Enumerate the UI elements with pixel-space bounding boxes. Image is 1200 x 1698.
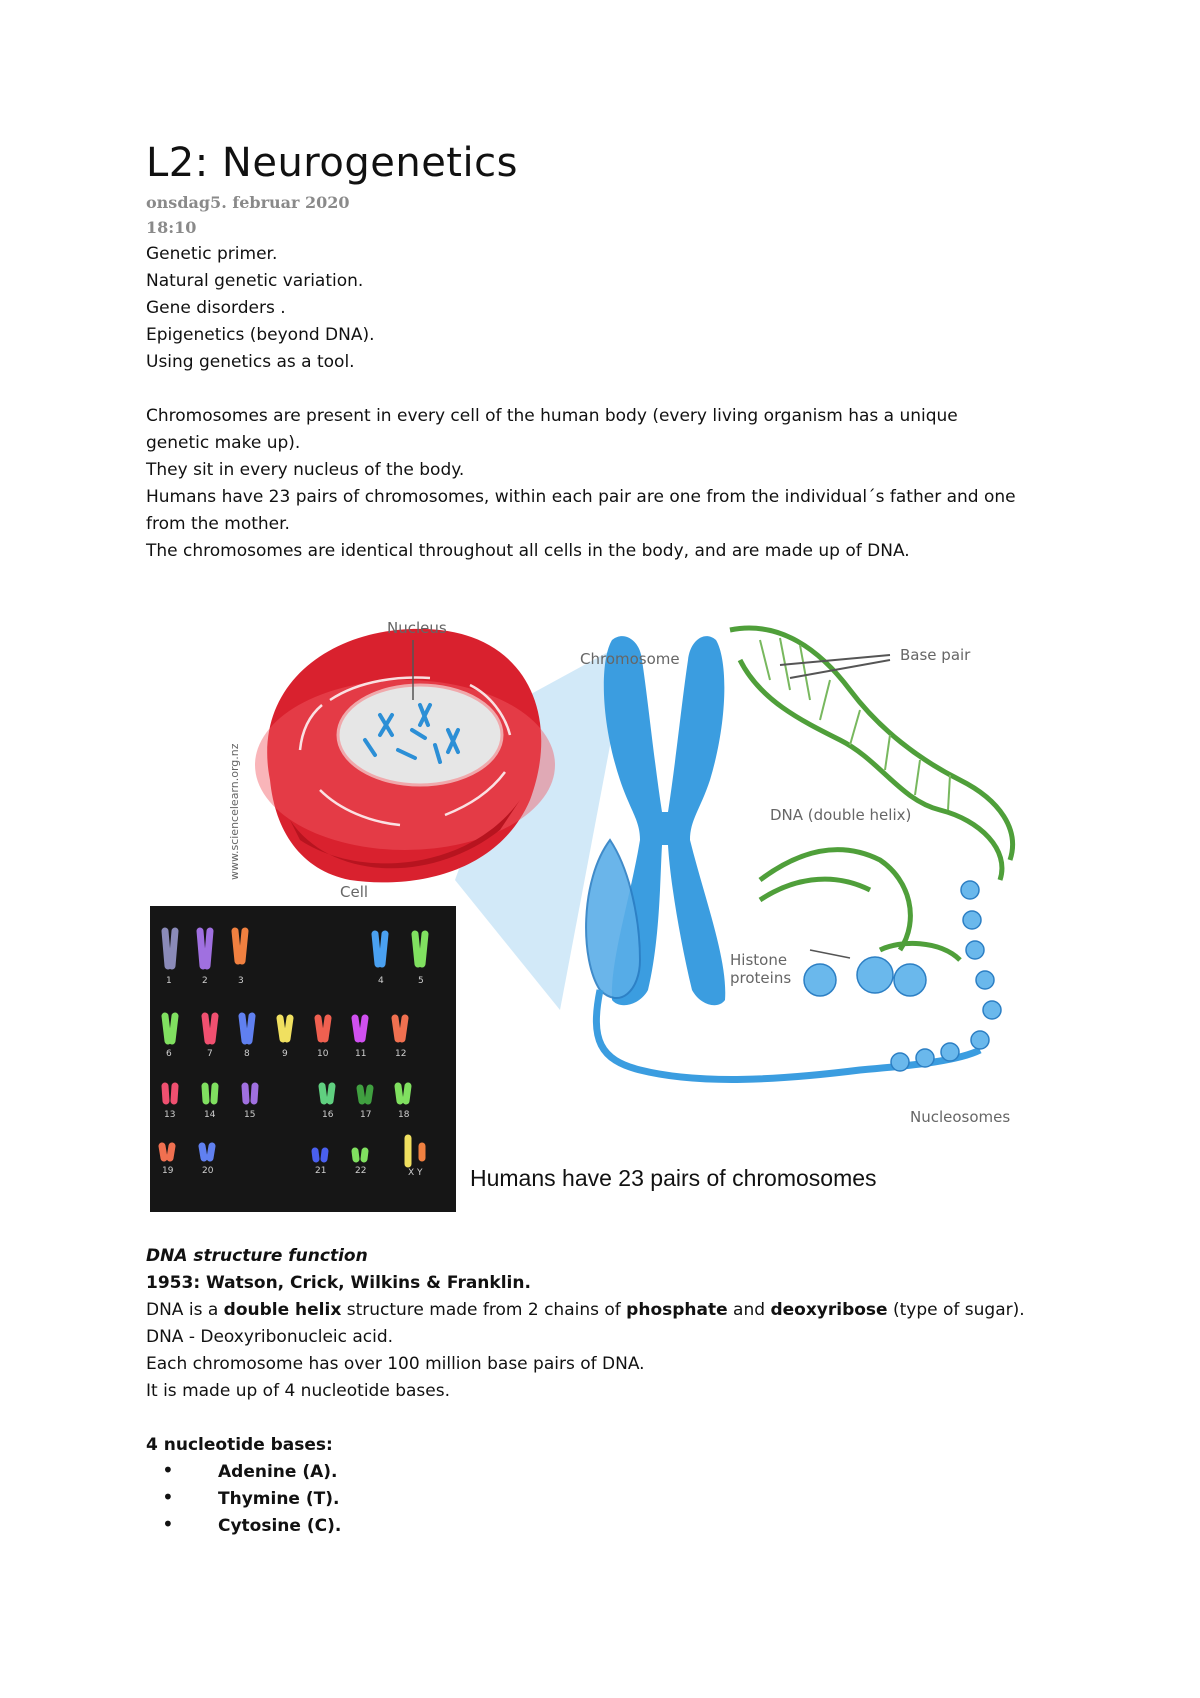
karyotype-number: 9 <box>282 1049 288 1059</box>
karyotype-number: 19 <box>162 1166 174 1176</box>
karyotype-number: 16 <box>322 1110 334 1120</box>
cell-label: Cell <box>340 883 369 901</box>
bullet-icon: • <box>162 1458 174 1482</box>
intro-line: They sit in every nucleus of the body. <box>146 460 465 480</box>
karyotype-number: 2 <box>202 976 208 986</box>
karyotype-chromosomes <box>150 906 456 1212</box>
outline-item: Epigenetics (beyond DNA). <box>146 325 375 345</box>
bullet-icon: • <box>162 1485 174 1509</box>
bases-heading: 4 nucleotide bases: <box>146 1435 333 1455</box>
base-pairs-line: Each chromosome has over 100 million base pairs of DNA. <box>146 1354 645 1374</box>
helix-bold-text: double helix <box>223 1300 342 1320</box>
outline-item: Genetic primer. <box>146 244 278 264</box>
helix-line <box>146 1300 1025 1320</box>
karyotype-number: 11 <box>355 1049 367 1059</box>
chromatin <box>586 840 640 998</box>
base-item: Thymine (T). <box>218 1489 340 1509</box>
bullet-icon: • <box>162 1512 174 1536</box>
base-item: Cytosine (C). <box>218 1516 342 1536</box>
helix-text: DNA is a <box>146 1300 224 1320</box>
karyotype-number: 8 <box>244 1049 250 1059</box>
karyotype-number: 14 <box>204 1110 216 1120</box>
nucleotides-line: It is made up of 4 nucleotide bases. <box>146 1381 450 1401</box>
page-time: 18:10 <box>146 218 197 237</box>
acronym-line: DNA - Deoxyribonucleic acid. <box>146 1327 394 1347</box>
histone-label-1: Histone <box>730 951 788 969</box>
karyotype-number: X Y <box>408 1168 423 1178</box>
chromosome-label: Chromosome <box>580 650 680 668</box>
base-item: Adenine (A). <box>218 1462 338 1482</box>
karyotype-number: 21 <box>315 1166 327 1176</box>
intro-line: Humans have 23 pairs of chromosomes, within each pair are one from the individual´s father and one <box>146 487 1016 507</box>
karyotype-number: 22 <box>355 1166 367 1176</box>
karyotype-number: 5 <box>418 976 424 986</box>
karyotype-number: 10 <box>317 1049 329 1059</box>
outline-item: Natural genetic variation. <box>146 271 364 291</box>
karyotype-number: 12 <box>395 1049 407 1059</box>
karyotype-number: 15 <box>244 1110 256 1120</box>
karyotype-number: 13 <box>164 1110 176 1120</box>
histone-label-2: proteins <box>730 969 792 987</box>
helix-text: and <box>727 1300 771 1320</box>
nucleosomes-label: Nucleosomes <box>910 1108 1011 1126</box>
nucleus-label: Nucleus <box>387 619 447 637</box>
helix-text: (type of sugar). <box>887 1300 1025 1320</box>
nucleosome-beads <box>804 881 1001 1071</box>
base-pair-label: Base pair <box>900 646 971 664</box>
karyotype-number: 17 <box>360 1110 372 1120</box>
karyotype-number: 1 <box>166 976 172 986</box>
karyotype-number: 4 <box>378 976 384 986</box>
figure-caption: Humans have 23 pairs of chromosomes <box>470 1165 877 1191</box>
intro-line: Chromosomes are present in every cell of the human body (every living organism has a unique <box>146 406 958 426</box>
page-date: onsdag5. februar 2020 <box>146 193 350 212</box>
karyotype-panel <box>150 906 456 1212</box>
dna-double-helix <box>730 628 1013 960</box>
karyotype-number: 3 <box>238 976 244 986</box>
helix-bold-text: deoxyribose <box>770 1300 888 1320</box>
intro-line: genetic make up). <box>146 433 301 453</box>
karyotype-number: 18 <box>398 1110 410 1120</box>
page-title: L2: Neurogenetics <box>146 140 518 186</box>
karyotype-number: 6 <box>166 1049 172 1059</box>
helix-bold-text: phosphate <box>626 1300 728 1320</box>
watermark-text: www.sciencelearn.org.nz <box>228 743 241 880</box>
intro-line: from the mother. <box>146 514 290 534</box>
outline-item: Using genetics as a tool. <box>146 352 355 372</box>
outline-item: Gene disorders . <box>146 298 286 318</box>
section-heading: DNA structure function <box>146 1246 368 1266</box>
helix-text: structure made from 2 chains of <box>341 1300 627 1320</box>
dna-label: DNA (double helix) <box>770 806 912 824</box>
intro-line: The chromosomes are identical throughout all cells in the body, and are made up of DNA. <box>146 541 910 561</box>
karyotype-number: 7 <box>207 1049 213 1059</box>
discoverers-line: 1953: Watson, Crick, Wilkins & Franklin. <box>146 1273 531 1293</box>
karyotype-number: 20 <box>202 1166 214 1176</box>
